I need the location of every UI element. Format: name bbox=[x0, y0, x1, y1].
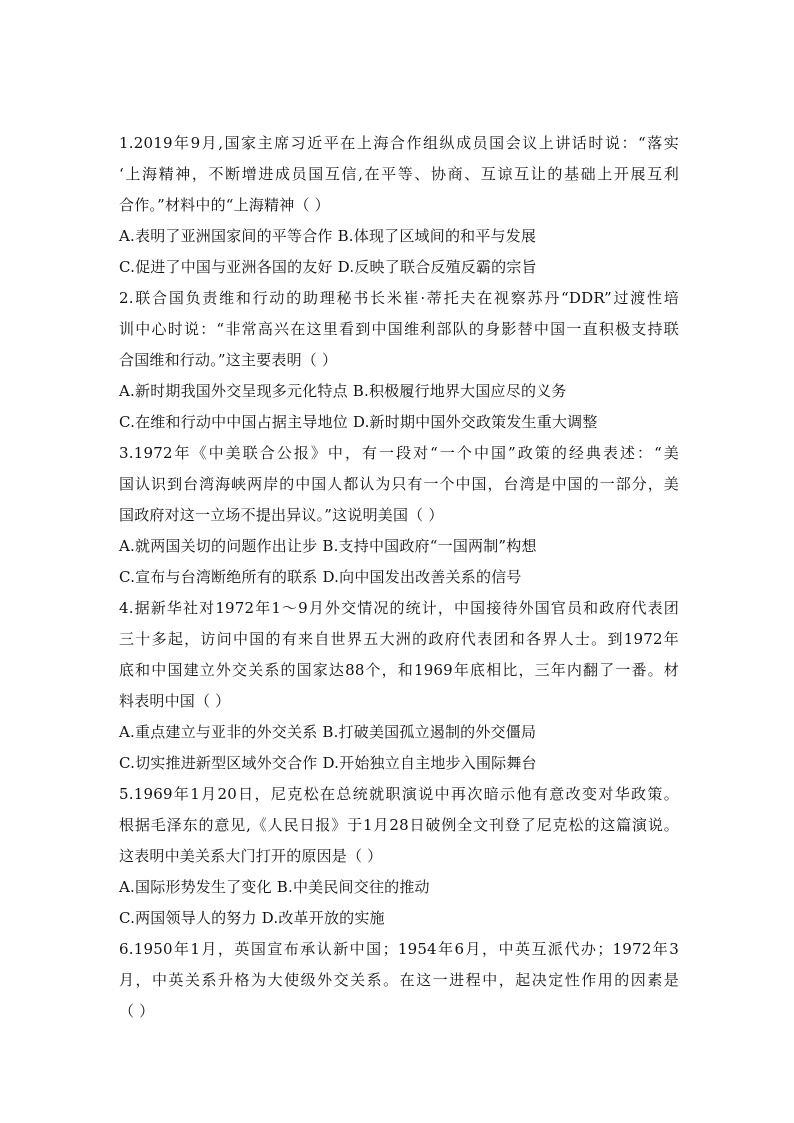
question-1-stem-line-1: 1.2019年9月,国家主席习近平在上海合作组纵成员国会议上讲话时说：“落实 bbox=[119, 134, 679, 152]
question-5-stem-line-2: 根据毛泽东的意见,《人民日报》于1月28日破例全文刊登了尼克松的这篇演说。 bbox=[119, 816, 679, 834]
question-5-options-cd: C.两国领导人的努力 D.改革开放的实施 bbox=[119, 909, 385, 927]
question-4-stem-line-1: 4.据新华社对1972年1～9月外交情况的统计，中国接待外国官员和政府代表团 bbox=[119, 599, 679, 617]
question-5-stem-line-1: 5.1969年1月20日，尼克松在总统就职演说中再次暗示他有意改变对华政策。 bbox=[119, 785, 679, 803]
question-3-options-ab: A.就两国关切的问题作出让步 B.支持中国政府“一国两制”构想 bbox=[119, 537, 537, 555]
question-4-options-ab: A.重点建立与亚非的外交关系 B.打破美国孤立遏制的外交僵局 bbox=[119, 723, 537, 741]
question-1-options-cd: C.促进了中国与亚洲各国的友好 D.反映了联合反殖反霸的宗旨 bbox=[119, 258, 537, 276]
question-1-stem-line-2: ‘上海精神，不断增进成员国互信,在平等、协商、互谅互让的基础上开展互利 bbox=[119, 165, 679, 183]
question-3-stem-line-3: 国政府对这一立场不提出异议。”这说明美国（ ） bbox=[119, 506, 444, 524]
question-2-stem-line-2: 训中心时说：“非常高兴在这里看到中国维利部队的身影替中国一直积极支持联 bbox=[119, 320, 679, 338]
question-6-stem-line-2: 月，中英关系升格为大使级外交关系。在这一进程中，起决定性作用的因素是 bbox=[119, 971, 679, 989]
question-2-stem-line-3: 合国维和行动。”这主要表明（ ） bbox=[119, 351, 338, 369]
question-5-stem-line-3: 这表明中美关系大门打开的原因是（ ） bbox=[119, 847, 383, 865]
question-6-stem-line-1: 6.1950年1月，英国宣布承认新中国；1954年6月，中英互派代办；1972年3 bbox=[119, 940, 679, 958]
question-2-stem-line-1: 2.联合国负责维和行动的助理秘书长米崔·蒂托夫在视察苏丹“DDR”过渡性培 bbox=[119, 289, 679, 307]
question-3-options-cd: C.宣布与台湾断绝所有的联系 D.向中国发出改善关系的信号 bbox=[119, 568, 522, 586]
question-2-options-cd: C.在维和行动中中国占据主导地位 D.新时期中国外交政策发生重大调整 bbox=[119, 413, 598, 431]
question-2-options-ab: A.新时期我国外交呈现多元化特点 B.积极履行地界大国应尽的义务 bbox=[119, 382, 567, 400]
question-3-stem-line-2: 国认识到台湾海峡两岸的中国人都认为只有一个中国，台湾是中国的一部分，美 bbox=[119, 475, 679, 493]
question-4-stem-line-4: 料表明中国（ ） bbox=[119, 692, 231, 710]
question-1-stem-line-3: 合作。”材料中的“上海精神（ ） bbox=[119, 196, 330, 214]
question-list bbox=[119, 128, 679, 1027]
question-4-stem-line-3: 底和中国建立外交关系的国家达88个，和1969年底相比，三年内翻了一番。材 bbox=[119, 661, 679, 679]
question-1-options-ab: A.表明了亚洲国家间的平等合作 B.体现了区域间的和平与发展 bbox=[119, 227, 537, 245]
question-4-options-cd: C.切实推进新型区域外交合作 D.开始独立自主地步入围际舞台 bbox=[119, 754, 537, 772]
question-6-stem-line-3: （ ） bbox=[119, 1002, 155, 1020]
question-5-options-ab: A.国际形势发生了变化 B.中美民间交往的推动 bbox=[119, 878, 430, 896]
question-4-stem-line-2: 三十多起，访问中国的有来自世界五大洲的政府代表团和各界人士。到1972年 bbox=[119, 630, 679, 648]
question-3-stem-line-1: 3.1972年《中美联合公报》中，有一段对“一个中国”政策的经典表述：“美 bbox=[119, 444, 679, 462]
